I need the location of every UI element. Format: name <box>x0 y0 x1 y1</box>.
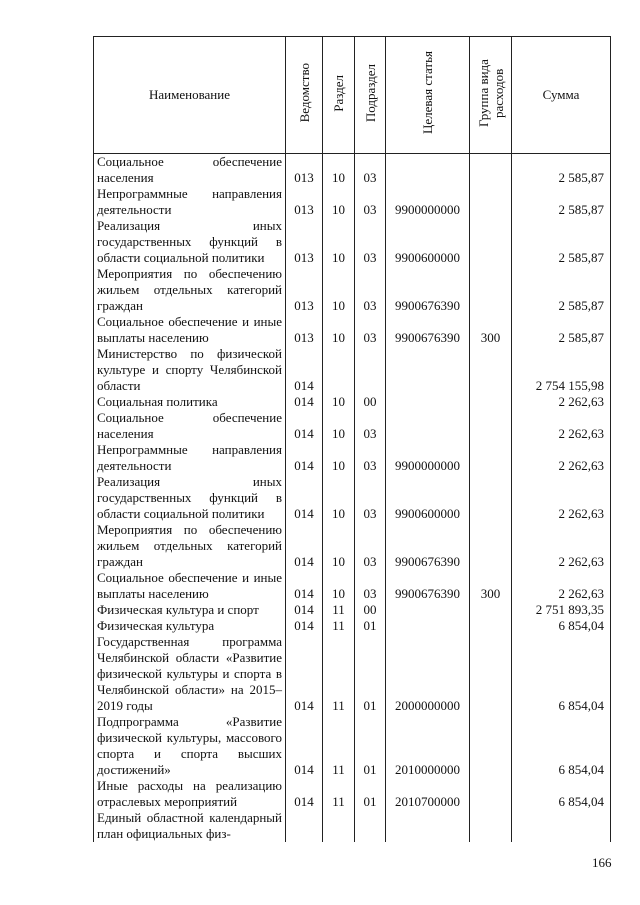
table-row <box>94 410 611 442</box>
row-name: Социальное обеспечение населения <box>94 154 286 187</box>
row-department: 014 <box>286 474 323 522</box>
row-name: Непрограммные направления деятельности <box>94 442 286 474</box>
row-section: 11 <box>323 714 355 778</box>
row-expense-group <box>470 442 512 474</box>
row-section <box>323 346 355 394</box>
row-department: 014 <box>286 602 323 618</box>
row-name: Мероприятия по обеспечению жильем отдельных категорий граждан <box>94 266 286 314</box>
row-sum: 2 585,87 <box>512 186 611 218</box>
row-subsection: 03 <box>355 570 386 602</box>
row-name: Мероприятия по обеспечению жильем отдельных категорий граждан <box>94 522 286 570</box>
row-target: 9900676390 <box>386 570 470 602</box>
row-expense-group <box>470 218 512 266</box>
row-subsection: 03 <box>355 218 386 266</box>
row-subsection: 03 <box>355 474 386 522</box>
row-section: 10 <box>323 410 355 442</box>
row-sum: 2 262,63 <box>512 474 611 522</box>
row-section: 10 <box>323 522 355 570</box>
table-row <box>94 618 611 634</box>
row-department: 013 <box>286 186 323 218</box>
row-department: 014 <box>286 522 323 570</box>
row-expense-group <box>470 602 512 618</box>
row-name: Реализация иных государственных функций в области социальной политики <box>94 474 286 522</box>
row-subsection: 03 <box>355 410 386 442</box>
row-department: 014 <box>286 346 323 394</box>
header-expense-group: Группа вида расходов <box>470 37 512 154</box>
row-subsection: 03 <box>355 154 386 187</box>
row-expense-group <box>470 410 512 442</box>
row-name: Подпрограмма «Развитие физической культуры, массового спорта и спорта высших достижений» <box>94 714 286 778</box>
row-expense-group <box>470 186 512 218</box>
table-header-row <box>94 37 611 154</box>
row-section: 10 <box>323 394 355 410</box>
table-row <box>94 266 611 314</box>
row-expense-group: 300 <box>470 314 512 346</box>
row-target <box>386 154 470 187</box>
row-section: 11 <box>323 778 355 810</box>
row-target <box>386 346 470 394</box>
row-sum: 2 754 155,98 <box>512 346 611 394</box>
row-target: 9900676390 <box>386 522 470 570</box>
row-target: 9900600000 <box>386 474 470 522</box>
row-target: 2010700000 <box>386 778 470 810</box>
row-sum: 2 262,63 <box>512 394 611 410</box>
row-section <box>323 810 355 842</box>
row-section: 10 <box>323 570 355 602</box>
row-target: 9900000000 <box>386 186 470 218</box>
row-sum: 6 854,04 <box>512 778 611 810</box>
row-expense-group <box>470 266 512 314</box>
row-expense-group <box>470 714 512 778</box>
table-row <box>94 714 611 778</box>
row-name: Единый областной календарный план официальных физ- <box>94 810 286 842</box>
row-sum: 2 262,63 <box>512 570 611 602</box>
row-subsection: 03 <box>355 442 386 474</box>
row-target: 9900000000 <box>386 442 470 474</box>
table-row <box>94 346 611 394</box>
row-section: 10 <box>323 266 355 314</box>
row-subsection: 00 <box>355 394 386 410</box>
header-name: Наименование <box>94 37 286 154</box>
row-department <box>286 810 323 842</box>
row-subsection: 03 <box>355 186 386 218</box>
row-subsection: 03 <box>355 314 386 346</box>
row-expense-group <box>470 810 512 842</box>
row-name: Социальное обеспечение и иные выплаты населению <box>94 314 286 346</box>
row-target: 9900600000 <box>386 218 470 266</box>
row-expense-group <box>470 154 512 187</box>
table-row <box>94 394 611 410</box>
header-subsection: Подраздел <box>355 37 386 154</box>
row-expense-group <box>470 394 512 410</box>
row-sum: 2 262,63 <box>512 442 611 474</box>
row-subsection <box>355 346 386 394</box>
row-sum: 2 262,63 <box>512 522 611 570</box>
row-sum: 6 854,04 <box>512 618 611 634</box>
row-name: Непрограммные направления деятельности <box>94 186 286 218</box>
row-section: 10 <box>323 474 355 522</box>
table-row <box>94 602 611 618</box>
row-subsection <box>355 810 386 842</box>
row-target <box>386 394 470 410</box>
row-expense-group <box>470 522 512 570</box>
row-expense-group: 300 <box>470 570 512 602</box>
row-sum: 2 585,87 <box>512 266 611 314</box>
row-target: 9900676390 <box>386 314 470 346</box>
row-expense-group <box>470 778 512 810</box>
table-row <box>94 810 611 842</box>
row-subsection: 01 <box>355 634 386 714</box>
row-sum <box>512 810 611 842</box>
row-department: 014 <box>286 442 323 474</box>
row-sum: 2 262,63 <box>512 410 611 442</box>
table-row <box>94 186 611 218</box>
row-department: 013 <box>286 314 323 346</box>
row-subsection: 03 <box>355 522 386 570</box>
row-section: 11 <box>323 634 355 714</box>
header-sum: Сумма <box>512 37 611 154</box>
row-department: 013 <box>286 218 323 266</box>
row-subsection: 01 <box>355 714 386 778</box>
row-section: 10 <box>323 314 355 346</box>
budget-table <box>93 36 611 842</box>
row-department: 013 <box>286 154 323 187</box>
row-department: 014 <box>286 618 323 634</box>
row-subsection: 01 <box>355 778 386 810</box>
row-name: Социальная политика <box>94 394 286 410</box>
header-department: Ведомство <box>286 37 323 154</box>
row-expense-group <box>470 346 512 394</box>
table-row <box>94 474 611 522</box>
row-name: Иные расходы на реализацию отраслевых мероприятий <box>94 778 286 810</box>
row-expense-group <box>470 634 512 714</box>
row-sum: 2 585,87 <box>512 314 611 346</box>
row-target: 2000000000 <box>386 634 470 714</box>
table-row <box>94 218 611 266</box>
row-subsection: 03 <box>355 266 386 314</box>
row-department: 014 <box>286 410 323 442</box>
row-sum: 6 854,04 <box>512 714 611 778</box>
row-target <box>386 410 470 442</box>
row-sum: 2 585,87 <box>512 218 611 266</box>
row-target <box>386 810 470 842</box>
row-department: 013 <box>286 266 323 314</box>
table-row <box>94 778 611 810</box>
row-section: 11 <box>323 602 355 618</box>
row-sum: 2 585,87 <box>512 154 611 187</box>
table-row <box>94 522 611 570</box>
row-subsection: 01 <box>355 618 386 634</box>
row-section: 11 <box>323 618 355 634</box>
table-row <box>94 442 611 474</box>
row-target: 2010000000 <box>386 714 470 778</box>
row-section: 10 <box>323 442 355 474</box>
row-name: Реализация иных государственных функций в области социальной политики <box>94 218 286 266</box>
row-section: 10 <box>323 186 355 218</box>
header-section: Раздел <box>323 37 355 154</box>
row-section: 10 <box>323 218 355 266</box>
row-section: 10 <box>323 154 355 187</box>
row-sum: 2 751 893,35 <box>512 602 611 618</box>
table-row <box>94 634 611 714</box>
row-sum: 6 854,04 <box>512 634 611 714</box>
row-target <box>386 602 470 618</box>
row-name: Физическая культура <box>94 618 286 634</box>
table-row <box>94 570 611 602</box>
row-name: Социальное обеспечение и иные выплаты населению <box>94 570 286 602</box>
row-name: Социальное обеспечение населения <box>94 410 286 442</box>
row-department: 014 <box>286 778 323 810</box>
page-number: 166 <box>592 855 612 870</box>
row-department: 014 <box>286 714 323 778</box>
header-target: Целевая статья <box>386 37 470 154</box>
row-department: 014 <box>286 634 323 714</box>
row-expense-group <box>470 474 512 522</box>
row-target: 9900676390 <box>386 266 470 314</box>
row-department: 014 <box>286 394 323 410</box>
row-subsection: 00 <box>355 602 386 618</box>
row-target <box>386 618 470 634</box>
row-department: 014 <box>286 570 323 602</box>
table-row <box>94 314 611 346</box>
row-name: Государственная программа Челябинской области «Развитие физической культуры и спорта в Челябинской области» на 2015–2019 годы <box>94 634 286 714</box>
row-expense-group <box>470 618 512 634</box>
table-row <box>94 154 611 187</box>
row-name: Министерство по физической культуре и спорту Челябинской области <box>94 346 286 394</box>
row-name: Физическая культура и спорт <box>94 602 286 618</box>
